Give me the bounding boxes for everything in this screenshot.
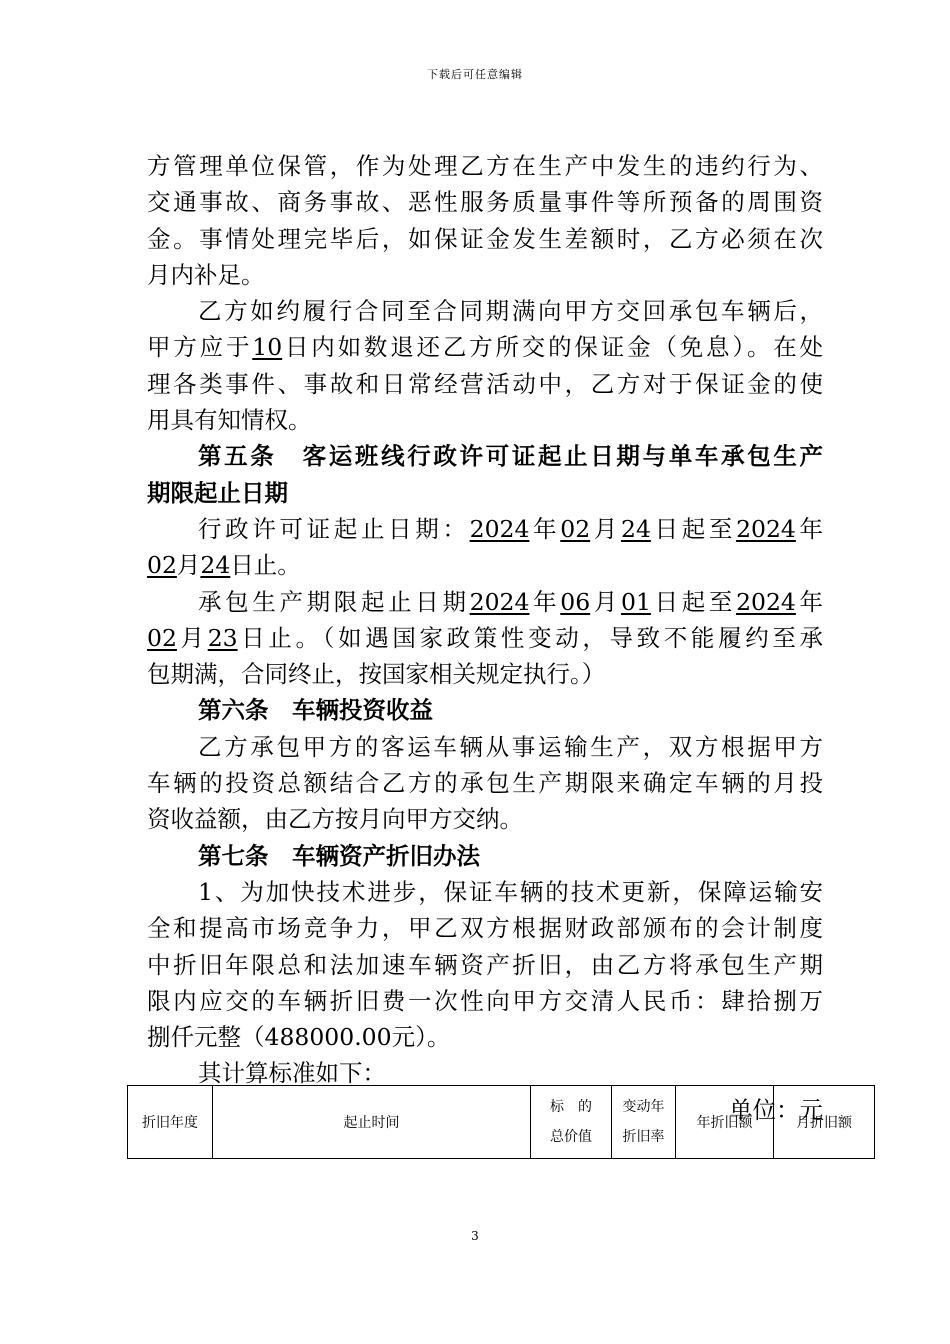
text-line: 资收益额，由乙方按月向甲方交纳。: [147, 805, 523, 834]
table-header-row: [128, 1086, 875, 1159]
text-line: 中折旧年限总和法加速车辆资产折旧，由乙方将承包生产期: [147, 950, 823, 979]
unit-label: 单位：元: [729, 1095, 823, 1124]
text-line: 金。事情处理完毕后，如保证金发生差额时，乙方必须在次: [147, 224, 823, 253]
days-value: 10: [252, 333, 283, 362]
article-5-heading: 第五条 客运班线行政许可证起止日期与单车承包生产: [198, 442, 823, 471]
col-rate: 变动年 折旧率: [612, 1086, 676, 1159]
page-number: 3: [471, 1229, 479, 1243]
text-line: 月内补足。: [147, 260, 265, 289]
article-7-heading: 第七条 车辆资产折旧办法: [198, 841, 480, 870]
document-body: [147, 148, 823, 1128]
depreciation-table: [127, 1085, 875, 1159]
contract-date-line: 承包生产期限起止日期2024年06月01日起至2024年: [198, 587, 823, 616]
text-line: 全和提高市场竞争力，甲乙双方根据财政部颁布的会计制度: [147, 914, 823, 943]
text-line: 车辆的投资总额结合乙方的承包生产期限来确定车辆的月投: [147, 769, 823, 798]
text-line: 乙方如约履行合同至合同期满向甲方交回承包车辆后，: [198, 297, 823, 326]
text-line: 包期满，合同终止，按国家相关规定执行。）: [147, 660, 606, 689]
permit-date-line-cont: 02月24日止。: [147, 551, 301, 580]
article-5-heading-cont: 期限起止日期: [147, 478, 288, 507]
col-monthly: 月折旧额: [774, 1086, 875, 1159]
col-year: 折旧年度: [128, 1086, 213, 1159]
text-line: 交通事故、商务事故、恶性服务质量事件等所预备的周围资: [147, 188, 823, 217]
text-line: 乙方承包甲方的客运车辆从事运输生产，双方根据甲方: [198, 732, 823, 761]
article-6-heading: 第六条 车辆投资收益: [198, 696, 433, 725]
col-period: 起止时间: [213, 1086, 531, 1159]
permit-date-line: 行政许可证起止日期：2024年02月24日起至2024年: [198, 514, 823, 543]
text-line: 限内应交的车辆折旧费一次性向甲方交清人民币：肆拾捌万: [147, 986, 823, 1015]
text-line: 1、为加快技术进步，保证车辆的技术更新，保障运输安: [198, 877, 823, 906]
text-line: 方管理单位保管，作为处理乙方在生产中发生的违约行为、: [147, 152, 823, 180]
contract-date-line-cont: 02月23日止。（如遇国家政策性变动，导致不能履约至承: [147, 623, 823, 652]
text-line: 理各类事件、事故和日常经营活动中，乙方对于保证金的使: [147, 369, 823, 398]
text-line: 甲方应于10日内如数退还乙方所交的保证金（免息）。在处: [147, 333, 823, 362]
page-header: 下载后可任意编辑: [427, 68, 523, 81]
text-line: 捌仟元整（488000.00元）。: [147, 1023, 451, 1052]
calc-intro: 其计算标准如下：: [198, 1059, 386, 1088]
text-line: 用具有知情权。: [147, 406, 312, 435]
col-total: 标 的 总价值: [531, 1086, 612, 1159]
col-annual: 年折旧额: [676, 1086, 774, 1159]
